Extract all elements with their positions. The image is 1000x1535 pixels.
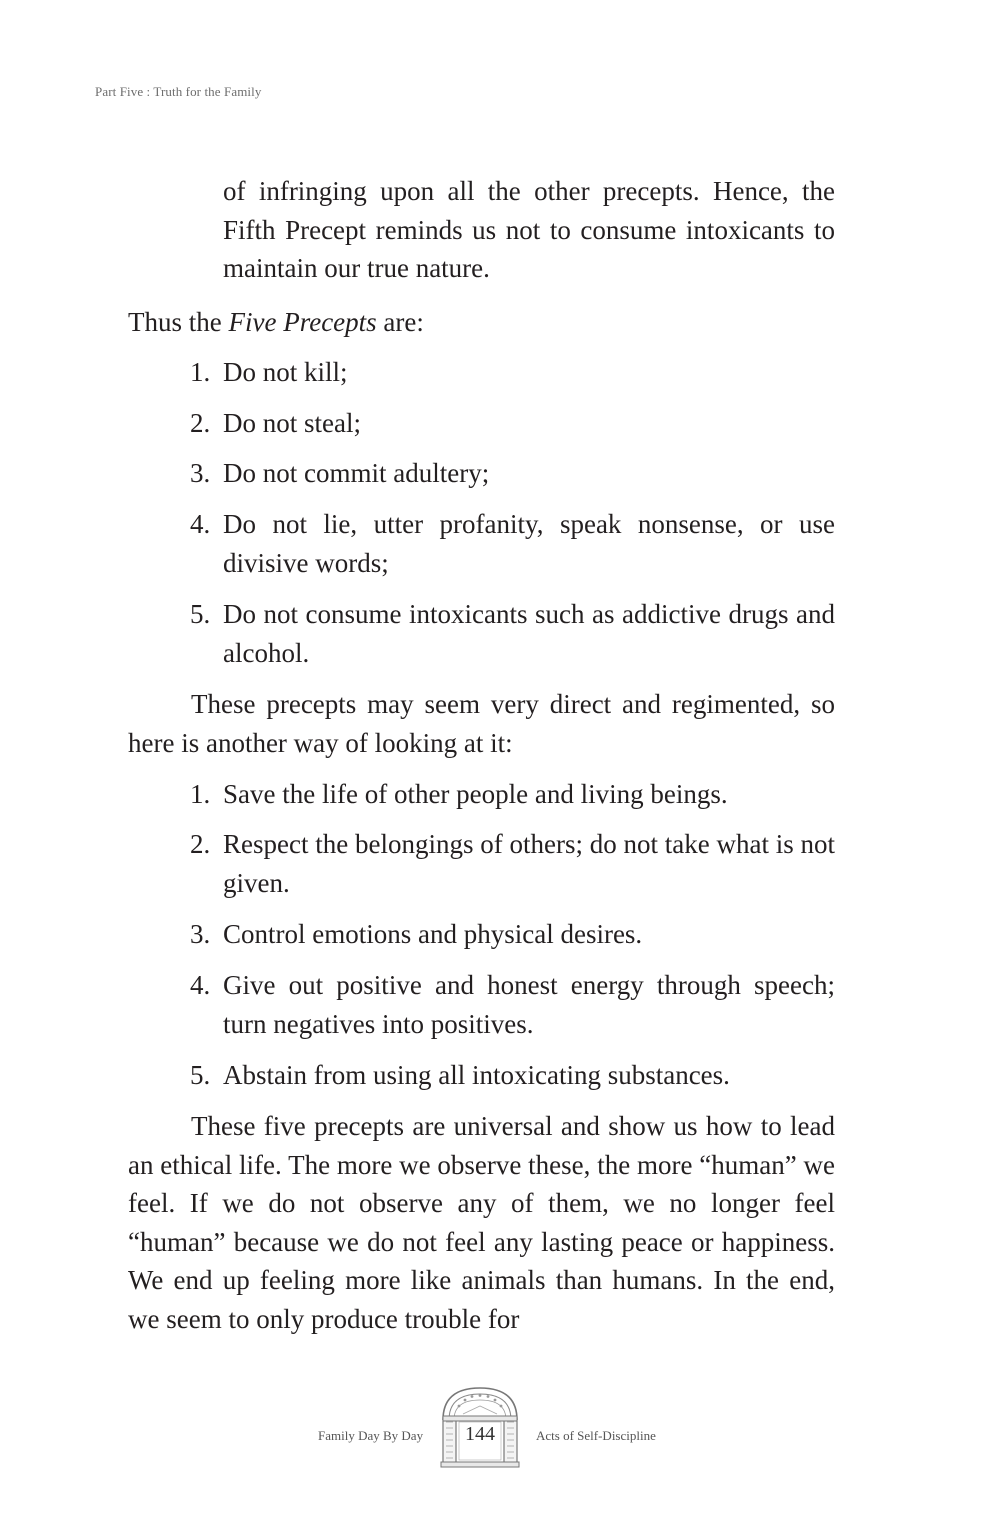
list-text: Abstain from using all intoxicating substances.: [223, 1060, 730, 1090]
closing-paragraph: These five precepts are universal and show us how to lead an ethical life. The more we observe these, the more “human” we feel. If we do not observe any of them, we no longer feel “human” because we do not feel any lasting peace or happiness. We end up feeling more like animals than humans. In the end, we seem to only produce trouble for: [128, 1111, 835, 1334]
list-text: Control emotions and physical desires.: [223, 919, 643, 949]
list-number: 3.: [190, 919, 211, 949]
list-text: Do not kill;: [223, 357, 348, 387]
precept-item: [190, 353, 835, 392]
precept-item: [190, 454, 835, 493]
list-text: Do not commit adultery;: [223, 458, 490, 488]
precepts-intro: [128, 303, 835, 342]
precept-item: [190, 505, 835, 582]
page-number: 144: [465, 1423, 495, 1445]
transition-paragraph: These precepts may seem very direct and regimented, so here is another way of looking at it:: [128, 689, 835, 758]
alternative-item: [190, 1056, 835, 1095]
list-number: 2.: [190, 408, 211, 438]
footer-book-title: Family Day By Day: [318, 1428, 424, 1443]
continuation-paragraph: of infringing upon all the other precepts. Hence, the Fifth Precept reminds us not to consume intoxicants to maintain our true nature.: [223, 176, 835, 283]
list-number: 2.: [190, 829, 211, 859]
alternative-item: [190, 966, 835, 1043]
footer-chapter-title: Acts of Self-Discipline: [536, 1428, 656, 1443]
list-text: Respect the belongings of others; do not take what is not given.: [223, 829, 835, 898]
intro-suffix: are:: [376, 307, 424, 337]
alternative-item: [190, 825, 835, 902]
intro-prefix: Thus the: [128, 307, 229, 337]
running-head: Part Five : Truth for the Family: [95, 84, 262, 99]
list-number: 1.: [190, 779, 211, 809]
list-number: 3.: [190, 458, 211, 488]
list-number: 1.: [190, 357, 211, 387]
list-number: 5.: [190, 1060, 211, 1090]
list-text: Save the life of other people and living beings.: [223, 779, 728, 809]
precept-item: [190, 595, 835, 672]
list-number: 4.: [190, 509, 211, 539]
precept-item: [190, 404, 835, 443]
alternative-item: [190, 915, 835, 954]
list-text: Do not steal;: [223, 408, 361, 438]
intro-emphasis: Five Precepts: [228, 307, 377, 337]
list-number: 5.: [190, 599, 211, 629]
list-number: 4.: [190, 970, 211, 1000]
alternative-item: [190, 775, 835, 814]
list-text: Do not consume intoxicants such as addictive drugs and alcohol.: [223, 599, 835, 668]
list-text: Do not lie, utter profanity, speak nonsense, or use divisive words;: [223, 509, 835, 578]
list-text: Give out positive and honest energy through speech; turn negatives into positives.: [223, 970, 835, 1039]
